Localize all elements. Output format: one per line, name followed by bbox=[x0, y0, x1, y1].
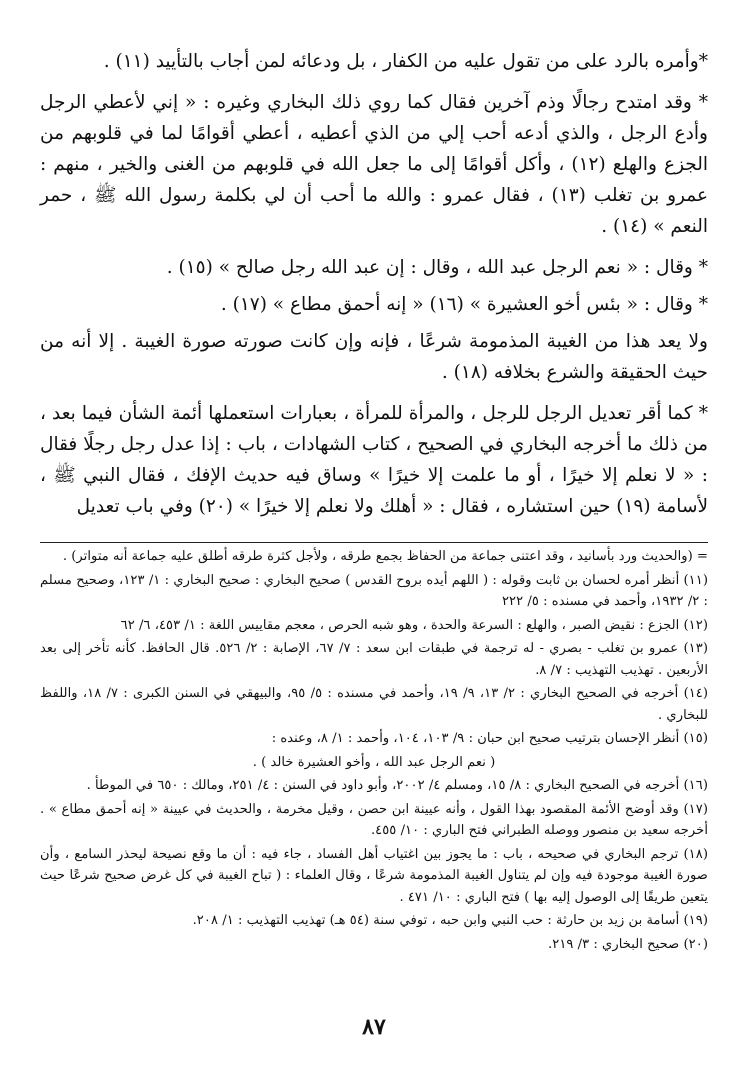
footnote-20: (٢٠) صحيح البخاري : ٣/ ٢١٩. bbox=[548, 936, 708, 952]
footnote-16: (١٦) أخرجه في الصحيح البخاري : ٨/ ١٥، ومسلم ٤/ ٢٠٠٢، وأبو داود في السنن : ٤/ ٢٥١، ومالك : ٦٥٠ في الموطأ . bbox=[86, 778, 708, 793]
footnote-divider bbox=[40, 542, 708, 543]
paragraph-praise-blame: * وقد امتدح رجالًا وذم آخرين فقال كما روي ذلك البخاري وغيره : « إني لأعطي الرجل وأدع الرجل ، والذي أدعه أحب إلي من الذي أعطيه ، أعطي أقوامًا لما في قلوبهم من الجزع والهلع (١٢) ، وأكل أقوامًا إلى ما جعل الله في قلوبهم من الغنى والخير ، منهم : عمرو بن تغلب (١٣) ، فقال عمرو : والله ما أحب أن لي بكلمة رسول الله ﷺ ، حمر النعم » (١٤) . bbox=[40, 92, 708, 237]
footnote-15: (١٥) أنظر الإحسان بترتيب صحيح ابن حبان : ٩/ ١٠٣، ١٠٤، وأحمد : ١/ ٨، وعنده : bbox=[271, 731, 708, 746]
footnote-17: (١٧) وقد أوضح الأئمة المقصود بهذا القول ، وأنه عيينة ابن حصن ، وقيل مخرمة ، والحديث في عيينة « إنه أحمق مطاع » . أخرجه سعيد بن منصور ووصله الطبراني فتح الباري : ١٠/ ٤٥٥. bbox=[40, 801, 708, 838]
footnote-14: (١٤) أخرجه في الصحيح البخاري : ٢/ ١٣، ٩/ ١٩، وأحمد في مسنده : ٥/ ٩٥، والبيهقي في السنن الكبرى : ٧/ ١٨، واللفظ للبخاري . bbox=[40, 686, 709, 723]
main-text bbox=[40, 46, 708, 532]
paragraph-bi-sa: * وقال : « بئس أخو العشيرة » (١٦) « إنه أحمق مطاع » (١٧) . bbox=[220, 294, 708, 315]
footnote-12: (١٢) الجزع : نقيض الصبر ، والهلع : السرعة والحدة ، وهو شبه الحرص ، معجم مقاييس اللغة : ١/ ٤٥٣، ٦/ ٦٢ bbox=[120, 617, 708, 633]
paragraph-gheeba: ولا يعد هذا من الغيبة المذمومة شرعًا ، فإنه وإن كانت صورته صورة الغيبة . إلا أنه من حيث الحقيقة والشرع بخلافه (١٨) . bbox=[40, 331, 708, 383]
paragraph-support: *وأمره بالرد على من تقول عليه من الكفار ، بل ودعائه لمن أجاب بالتأييد (١١) . bbox=[103, 51, 708, 72]
footnote-continued: = (والحديث ورد بأسانيد ، وقد اعتنى جماعة من الحفاظ بجمع طرقه ، ولأجل كثرة طرقه أطلق عليه جماعة أنه متواتر) . bbox=[62, 549, 708, 564]
footnote-11: (١١) أنظر أمره لحسان بن ثابت وقوله : ( اللهم أيده بروح القدس ) صحيح البخاري : صحيح البخاري : ١/ ١٢٣، وصحيح مسلم : ٢/ ١٩٣٢، وأحمد في مسنده : ٥/ ٢٢٢ bbox=[40, 572, 708, 609]
paragraph-abdullah: * وقال : « نعم الرجل عبد الله ، وقال : إن عبد الله رجل صالح » (١٥) . bbox=[166, 257, 708, 278]
footnote-13: (١٣) عمرو بن تغلب - بصري - له ترجمة في طبقات ابن سعد : ٧/ ٦٧، الإصابة : ٢/ ٥٢٦. قال الحافظ. كأنه تأخر إلى بعد الأربعين . تهذيب التهذيب : ٧/ ٨. bbox=[40, 641, 708, 678]
footnote-18: (١٨) ترجم البخاري في صحيحه ، باب : ما يجوز بين اغتياب أهل الفساد ، جاء فيه : أن ما وقع نصيحة ليحذر السامع ، وأن صورة الغيبة موجودة فيه وإن لم يتناول الغيبة المذمومة شرعًا ، وقال العلماء : ( تباح الغيبة في كل غرض صحيح شرعًا حيث يتعين طريقًا إلى الوصول إليه بها ) فتح الباري : ١٠/ ٤٧١ . bbox=[40, 846, 708, 905]
footnotes bbox=[40, 546, 708, 957]
page-number: ٨٧ bbox=[362, 1014, 386, 1040]
footnote-19: (١٩) أسامة بن زيد بن حارثة : حب النبي وابن حبه ، توفي سنة (٥٤ هـ) تهذيب التهذيب : ١/ ٢٠٨. bbox=[192, 913, 708, 928]
footnote-15-quote: ( نعم الرجل عبد الله ، وأخو العشيرة خالد ) . bbox=[252, 754, 496, 770]
paragraph-tadil: * كما أقر تعديل الرجل للرجل ، والمرأة للمرأة ، بعبارات استعملها أئمة الشأن فيما بعد ، من ذلك ما أخرجه البخاري في الصحيح ، كتاب الشهادات ، باب : إذا عدل رجل رجلًا فقال : « لا نعلم إلا خيرًا ، أو ما علمت إلا خيرًا » وساق فيه حديث الإفك ، فقال النبي ﷺ ، لأسامة (١٩) حين استشاره ، فقال : « أهلك ولا نعلم إلا خيرًا » (٢٠) وفي باب تعديل bbox=[40, 403, 708, 517]
